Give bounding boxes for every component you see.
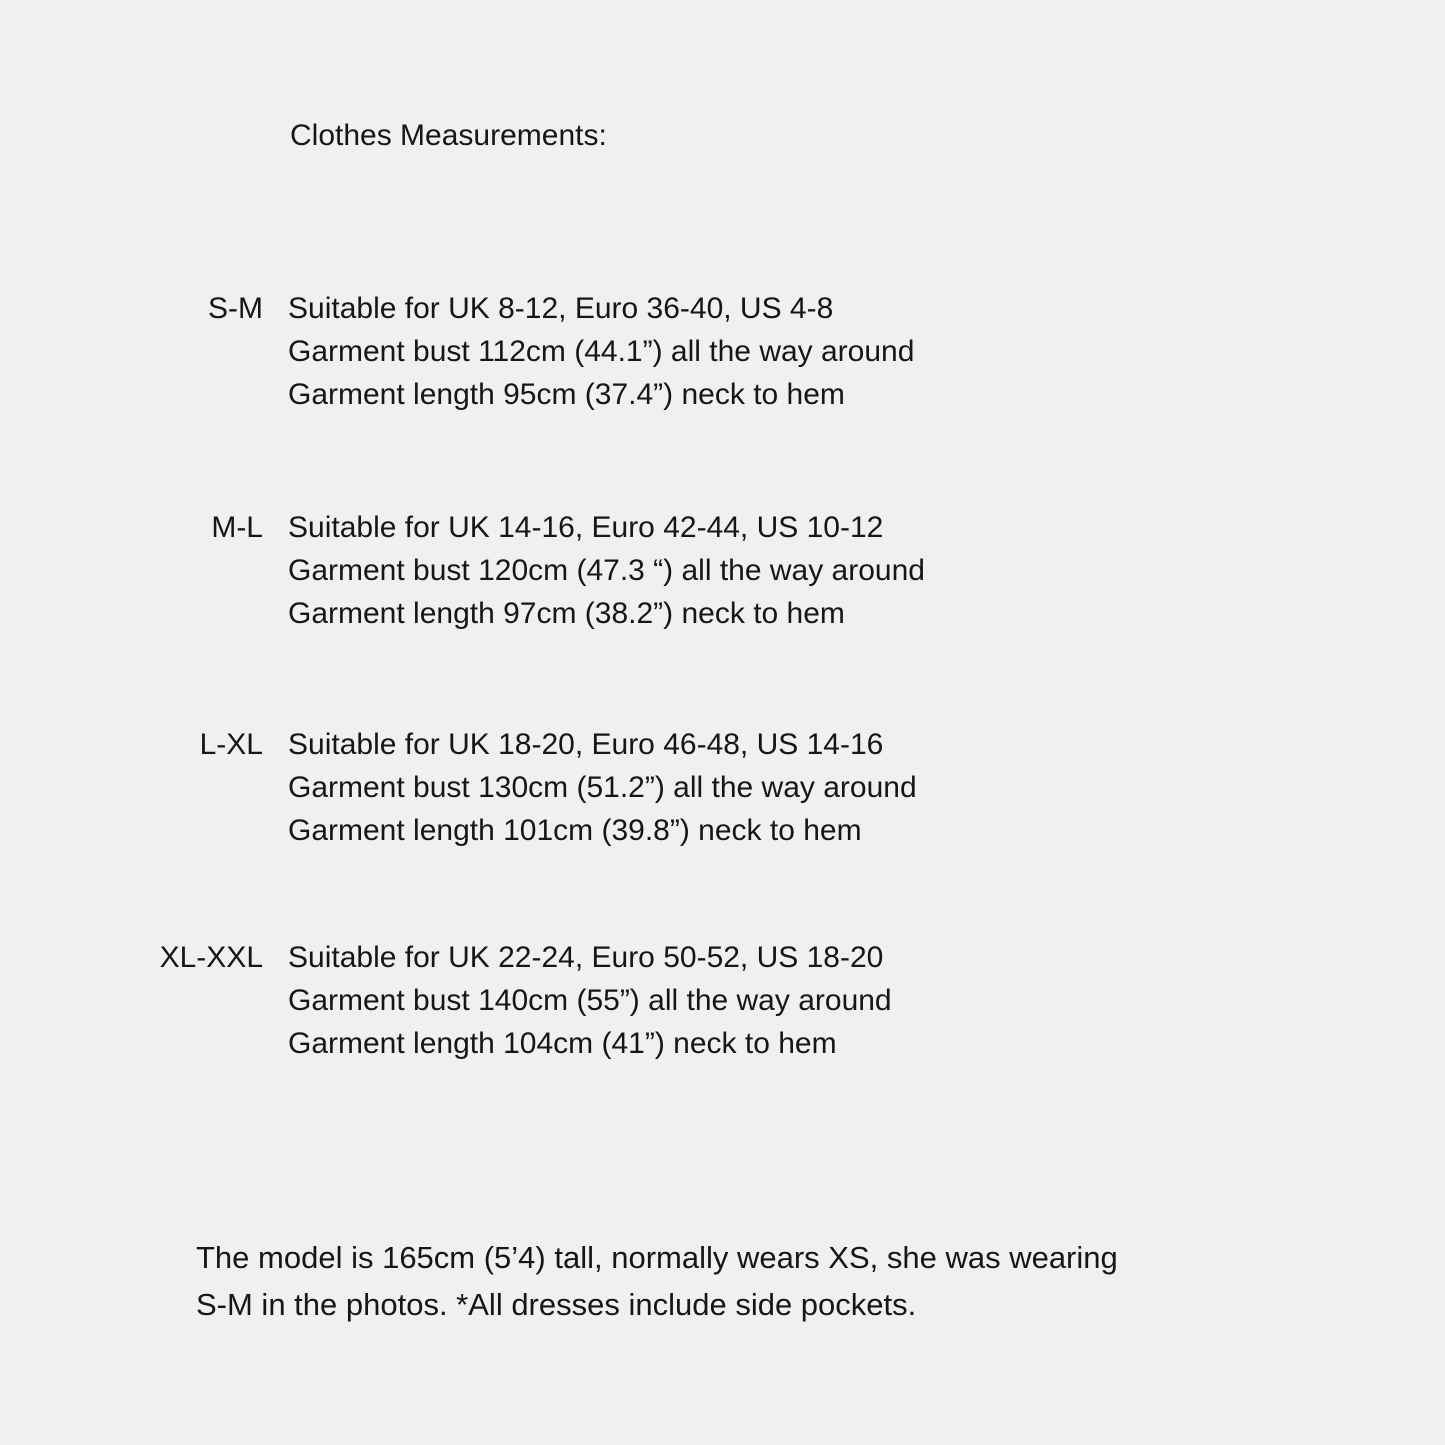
size-row-xl-xxl	[0, 936, 1445, 1065]
size-row-s-m	[0, 287, 1445, 416]
size-suitability: Suitable for UK 14-16, Euro 42-44, US 10-12	[288, 511, 884, 544]
size-length: Garment length 95cm (37.4”) neck to hem	[288, 378, 845, 411]
size-bust: Garment bust 130cm (51.2”) all the way around	[288, 771, 917, 804]
size-bust: Garment bust 140cm (55”) all the way around	[288, 984, 892, 1017]
size-description	[288, 506, 1445, 635]
size-label: XL-XXL	[159, 941, 263, 974]
size-length: Garment length 101cm (39.8”) neck to hem	[288, 814, 862, 847]
size-bust: Garment bust 112cm (44.1”) all the way around	[288, 335, 915, 368]
page-title: Clothes Measurements:	[290, 119, 607, 152]
size-length: Garment length 104cm (41”) neck to hem	[288, 1027, 837, 1060]
size-label: S-M	[208, 292, 263, 325]
model-note-line-2: S-M in the photos. *All dresses include side pockets.	[196, 1287, 917, 1322]
size-length: Garment length 97cm (38.2”) neck to hem	[288, 597, 845, 630]
size-row-l-xl	[0, 723, 1445, 852]
size-suitability: Suitable for UK 22-24, Euro 50-52, US 18-20	[288, 941, 884, 974]
size-description	[288, 936, 1445, 1065]
size-description	[288, 723, 1445, 852]
size-description	[288, 287, 1445, 416]
size-suitability: Suitable for UK 18-20, Euro 46-48, US 14-16	[288, 728, 884, 761]
size-suitability: Suitable for UK 8-12, Euro 36-40, US 4-8	[288, 292, 834, 325]
model-note	[196, 1234, 1118, 1328]
size-row-m-l	[0, 506, 1445, 635]
size-bust: Garment bust 120cm (47.3 “) all the way around	[288, 554, 925, 587]
model-note-line-1: The model is 165cm (5’4) tall, normally wears XS, she was wearing	[196, 1240, 1118, 1275]
size-label: L-XL	[199, 728, 263, 761]
size-label: M-L	[211, 511, 263, 544]
